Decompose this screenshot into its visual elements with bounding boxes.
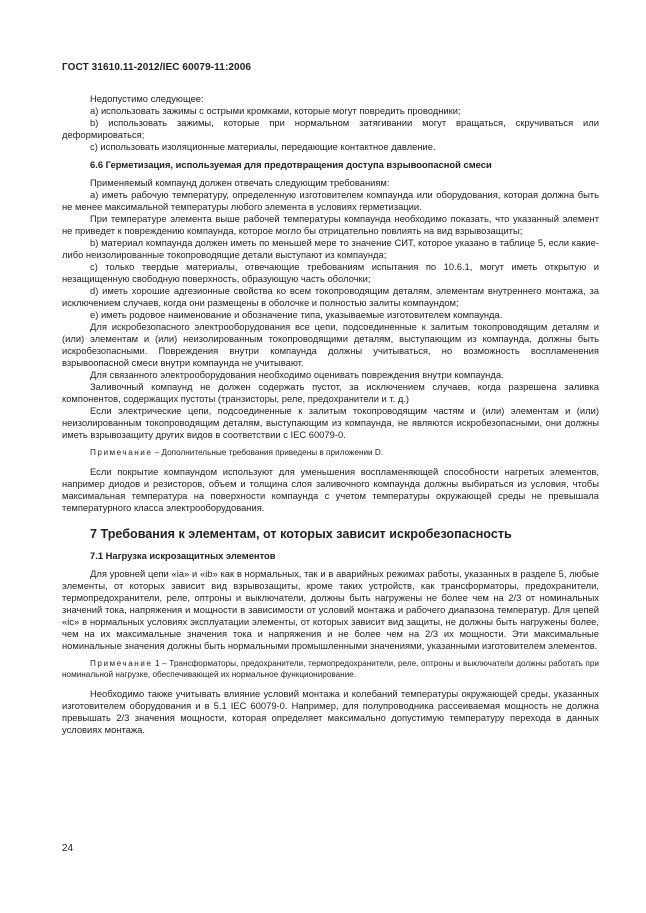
section-heading-6-6: 6.6 Герметизация, используемая для предотвращения доступа взрывоопасной смеси bbox=[90, 159, 492, 170]
note-text: – Дополнительные требования приведены в приложении D. bbox=[152, 448, 384, 457]
list-item: c) только твердые материалы, отвечающие требованиям испытания по 10.6.1, могут иметь открытую и незащищенную свободную поверхность, образующую часть оболочки; bbox=[62, 261, 599, 284]
note-text: 1 – Трансформаторы, предохранители, термопредохранители, реле, оптроны и выключатели должны работать при номинальной нагрузке, обеспечивающей их нормальное функционирование. bbox=[62, 659, 599, 679]
list-item: b) материал компаунда должен иметь по меньшей мере то значение СИТ, которое указано в таблице 5, если какие-либо неизолированные токопроводящие детали выступают из компаунда; bbox=[62, 237, 599, 260]
paragraph: Для уровней цепи «ia» и «ib» как в нормальных, так и в аварийных режимах работы, указанных в разделе 5, любые элементы, от которых зависит вид взрывозащиты, кроме таких устройств, как трансформаторы, предохранители, термопредохранители, реле, оптроны и выключатели, должны быть нагружены не более чем на 2/3 от номинальных значений тока, напряжения и мощности в зависимости от условий монтажа и рабочего диапазона температур. Для цепей «ic» в нормальных условиях эксплуатации элементы, от которых зависит вид защиты, не должны быть нагружены более, чем на их максимальные значения тока и напряжения и не более чем на 2/3 их мощности. Эти максимальные номинальные значения должны быть нормальными промышленными значениями, указанными изготовителем элементов. bbox=[62, 568, 599, 651]
paragraph: Для искробезопасного электрооборудования все цепи, подсоединенные к залитым токопроводящим деталям и (или) элементам и (или) неизолированным токопроводящими деталям, выступающим из компаунда, должны быть искробезопасными. Повреждения внутри компаунда должны учитываться, но возможность воспламенения взрывоопасной смеси внутри компаунда не учитывают. bbox=[62, 321, 599, 368]
note-label: Примечание bbox=[90, 448, 153, 457]
paragraph: При температуре элемента выше рабочей температуры компаунда необходимо показать, что указанный элемент не приведет к повреждению компаунда, которое могло бы отрицательно повлиять на вид взрывозащиты; bbox=[62, 213, 599, 236]
page-number: 24 bbox=[62, 843, 74, 854]
list-item: e) иметь родовое наименование и обозначение типа, указываемые изготовителем компаунда. bbox=[90, 309, 503, 320]
paragraph: Необходимо также учитывать влияние условий монтажа и колебаний температуры окружающей среды, указанных изготовителем оборудования и в 5.1 IEC 60079-0. Например, для полупроводника рассеиваемая мощность не должна превышать 2/3 значения мощности, которая определяет максимально допустимую температуру перехода в данных условиях монтажа. bbox=[62, 688, 599, 735]
paragraph: Заливочный компаунд не должен содержать пустот, за исключением случаев, когда разрешена заливка компонентов, содержащих пустоты (транзисторы, реле, предохранители и т. д.) bbox=[62, 381, 599, 404]
section-heading-7: 7 Требования к элементам, от которых зависит искробезопасность bbox=[90, 527, 512, 541]
note-label: Примечание bbox=[90, 659, 153, 668]
section-heading-7-1: 7.1 Нагрузка искрозащитных элементов bbox=[90, 550, 276, 561]
note-block bbox=[62, 447, 599, 458]
paragraph: Применяемый компаунд должен отвечать следующим требованиям: bbox=[90, 177, 390, 188]
list-item: b) использовать зажимы, которые при нормальном затягивании могут вращаться, скручиваться или деформироваться; bbox=[62, 117, 599, 140]
paragraph: Если покрытие компаундом используют для уменьшения воспламеняющей способности нагретых элементов, например диодов и резисторов, объем и толщина слоя заливочного компаунда должны выбираться из условия, чтобы максимальная температура на поверхности компаунда с учетом температуры окружающей среды не превышала температурного класса электрооборудования. bbox=[62, 466, 599, 513]
paragraph: Если электрические цепи, подсоединенные к залитым токопроводящим частям и (или) элементам и (или) неизолированным токопроводящим деталям, выступающим из компаунда, не являются искробезопасными, они должны иметь взрывозащиту других видов в соответствии с IEC 60079-0. bbox=[62, 405, 599, 440]
note-block bbox=[62, 658, 599, 680]
list-item: c) использовать изоляционные материалы, передающие контактное давление. bbox=[90, 141, 436, 152]
standard-header: ГОСТ 31610.11-2012/IEC 60079-11:2006 bbox=[62, 62, 252, 73]
paragraph: Для связанного электрооборудования необходимо оценивать повреждения внутри компаунда. bbox=[90, 369, 504, 380]
list-item: a) использовать зажимы с острыми кромками, которые могут повредить проводники; bbox=[90, 105, 461, 116]
list-item: а) иметь рабочую температуру, определенную изготовителем компаунда или оборудования, которая должна быть не менее максимальной температуры любого элемента в условиях герметизации. bbox=[62, 189, 599, 212]
paragraph: Недопустимо следующее: bbox=[90, 93, 204, 104]
list-item: d) иметь хорошие адгезионные свойства ко всем токопроводящим деталям, элементам внутреннего монтажа, за исключением случаев, когда они размещены в оболочке и полностью залиты компаундом; bbox=[62, 285, 599, 308]
page-content bbox=[62, 93, 599, 736]
